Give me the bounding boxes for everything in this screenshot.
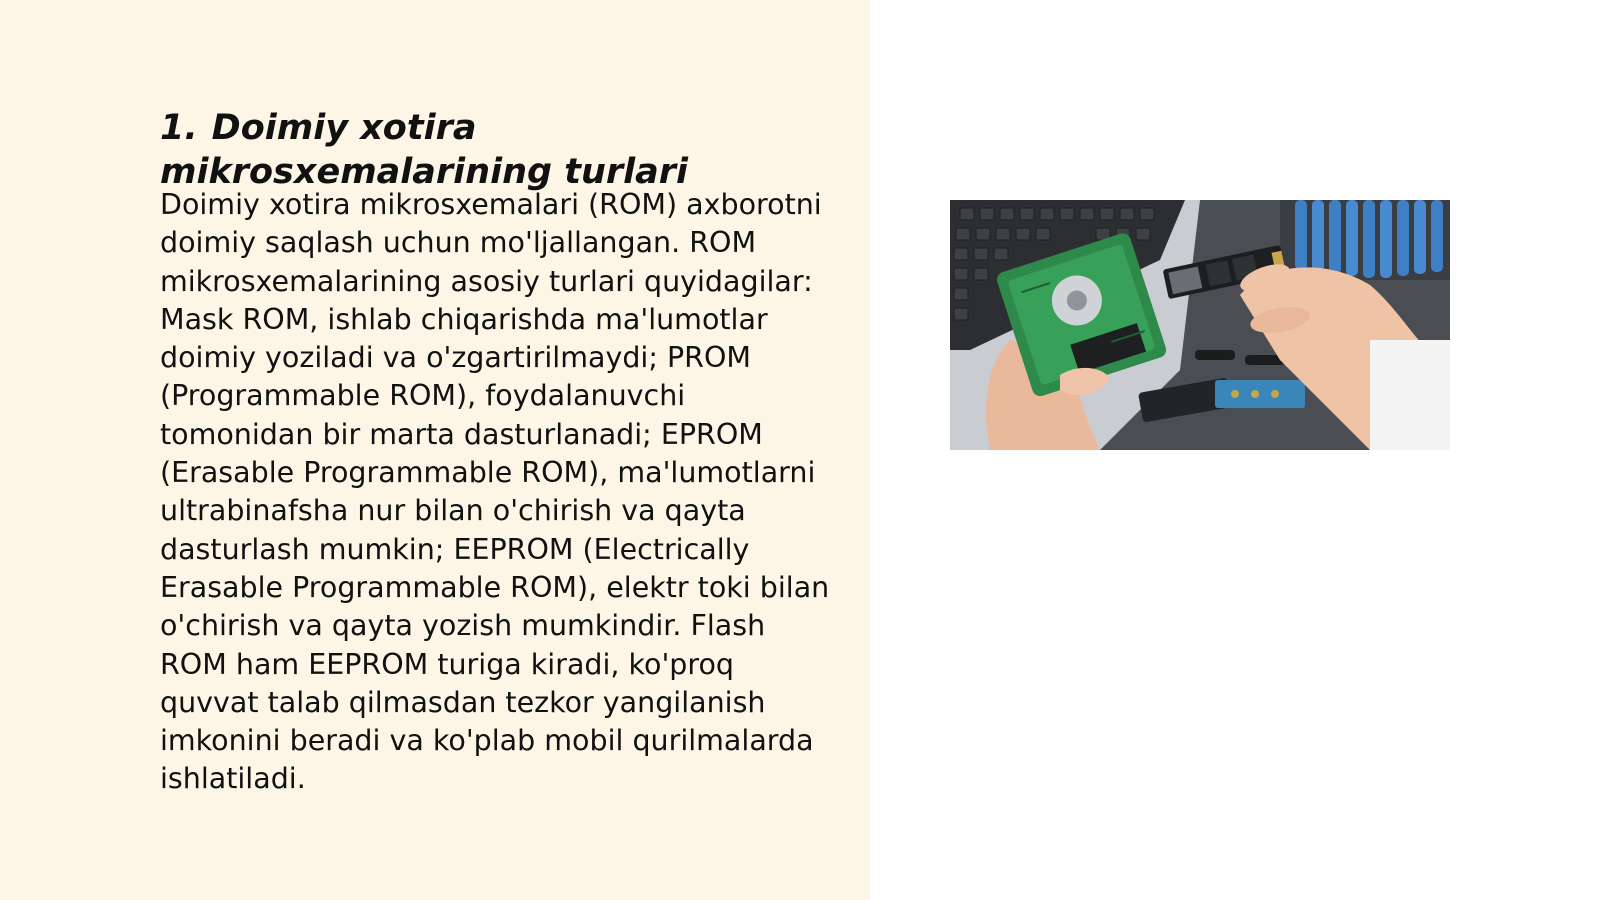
- hardware-photo: [950, 200, 1450, 450]
- slide-title: [160, 106, 840, 194]
- title-text: Doimiy xotira mikrosxemalarining turlari: [160, 108, 689, 192]
- photo-illustration: [950, 200, 1450, 450]
- title-number: 1.: [160, 108, 198, 148]
- body-paragraph: Doimiy xotira mikrosxemalari (ROM) axborotni doimiy saqlash uchun mo'ljallangan. ROM mikrosxemalarining asosiy turlari quyidagilar: Mask ROM, ishlab chiqarishda ma'lumotlar doimiy yoziladi va o'zgartirilmaydi; PROM (Programmable ROM), foydalanuvchi tomonidan bir marta dasturlanadi; EPROM (Erasable Programmable ROM), ma'lumotlarni ultrabinafsha nur bilan o'chirish va qayta dasturlash mumkin; EEPROM (Electrically Erasable Programmable ROM), elektr toki bilan o'chirish va qayta yozish mumkindir. Flash ROM ham EEPROM turiga kiradi, ko'proq quvvat talab qilmasdan tezkor yangilanish imkonini beradi va ko'plab mobil qurilmalarda ishlatiladi.: [160, 188, 830, 796]
